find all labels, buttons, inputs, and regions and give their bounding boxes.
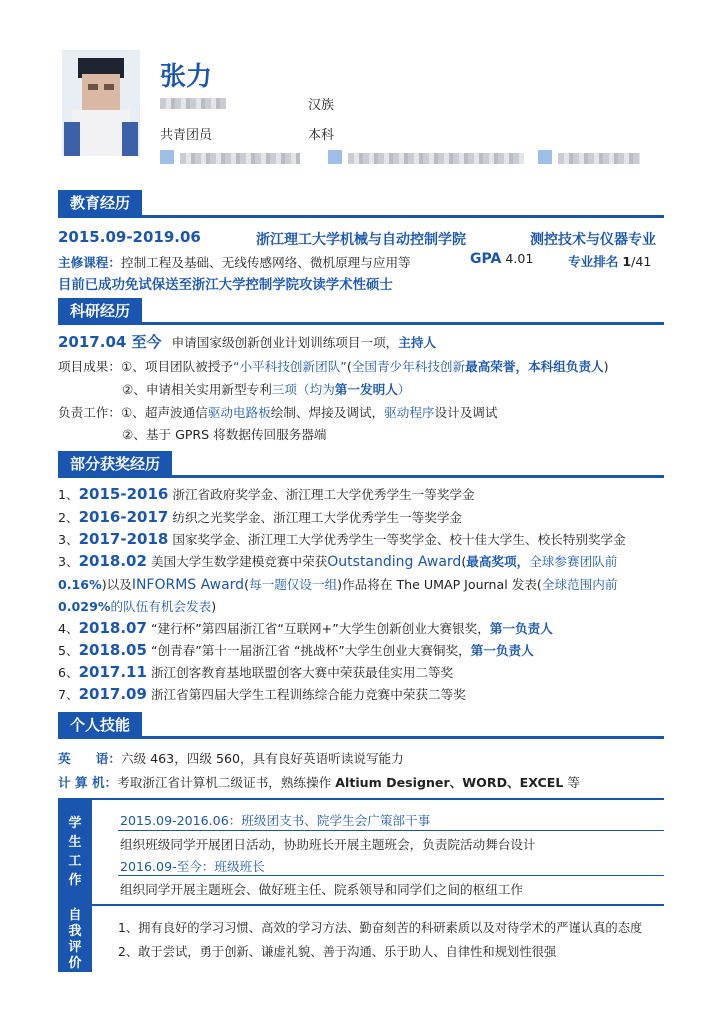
label-char: 工 bbox=[68, 854, 82, 869]
award-text: 纺织之光奖学金、浙江理工大学优秀学生一等奖学金 bbox=[172, 510, 463, 525]
text: ) bbox=[211, 599, 217, 614]
job-2-desc: 组织同学开展主题班会、做好班主任、院系领导和同学们之间的枢纽工作 bbox=[120, 882, 523, 897]
award-index: 2、 bbox=[58, 510, 79, 525]
section-education: 教育经历 bbox=[58, 190, 142, 216]
text: ( bbox=[461, 554, 467, 569]
gpa-label: GPA bbox=[470, 251, 502, 267]
divider bbox=[58, 475, 664, 478]
english-label: 英 语： bbox=[58, 751, 121, 766]
text: 最高荣誉，本科组负责人 bbox=[465, 359, 604, 374]
computer-label: 计 算 机： bbox=[58, 775, 118, 790]
award-item bbox=[58, 684, 466, 703]
divider bbox=[118, 875, 664, 876]
label-char: 生 bbox=[68, 835, 82, 850]
english-text: 六级 463，四级 560，具有良好英语听读说写能力 bbox=[120, 751, 404, 766]
section-research: 科研经历 bbox=[58, 298, 142, 324]
text: 绘制、焊接及调试， bbox=[270, 405, 385, 420]
rank-num: 1 bbox=[622, 254, 632, 269]
edu-courses bbox=[58, 252, 411, 271]
label-char: 作 bbox=[68, 873, 82, 888]
research-project: 申请国家级创新创业计划训练项目一项， bbox=[171, 335, 399, 350]
text: 设计及调试 bbox=[434, 405, 498, 420]
divider bbox=[58, 904, 664, 906]
self-eval-2: 2、敢于尝试，勇于创新、谦虚礼貌、善于沟通、乐于助人、自律性和规划性很强 bbox=[118, 945, 557, 959]
divider bbox=[118, 830, 664, 831]
text: 等 bbox=[563, 775, 580, 790]
text: 全球参赛团队前 bbox=[529, 554, 618, 569]
text: 三项（均为 bbox=[271, 382, 335, 397]
award-year: 2018.02 bbox=[78, 552, 147, 570]
research-result-1 bbox=[58, 356, 609, 375]
name: 张力 bbox=[160, 62, 213, 92]
address-icon bbox=[538, 150, 552, 164]
text: 美国大学生数学建模竞赛中荣获 bbox=[150, 554, 328, 569]
research-row bbox=[58, 331, 436, 352]
text: 驱动电路板 bbox=[207, 405, 271, 420]
award-item bbox=[58, 618, 553, 637]
award-index: 7、 bbox=[58, 687, 79, 702]
text: ） bbox=[397, 382, 411, 397]
award-index: 3、 bbox=[58, 554, 79, 569]
text: 最高奖项， bbox=[466, 554, 530, 569]
award-item bbox=[58, 484, 475, 503]
edu-gpa bbox=[470, 251, 533, 267]
award-index: 5、 bbox=[58, 643, 79, 658]
award-item-mcm-cont bbox=[58, 574, 617, 593]
redacted-email bbox=[348, 153, 524, 164]
edu-school: 浙江理工大学机械与自动控制学院 bbox=[256, 232, 466, 248]
label-char: 价 bbox=[68, 956, 82, 971]
text: 每一题仅设一组 bbox=[249, 577, 338, 592]
text: INFORMS Award bbox=[131, 577, 245, 593]
phone-icon bbox=[160, 150, 174, 164]
divider bbox=[58, 322, 664, 325]
rank-label: 专业排名 bbox=[568, 254, 619, 269]
edu-major: 测控技术与仪器专业 bbox=[530, 232, 656, 248]
skill-computer bbox=[58, 772, 580, 791]
political-status: 共青团员 bbox=[160, 128, 213, 143]
redacted-info bbox=[160, 98, 226, 109]
award-item-mcm-cont2 bbox=[58, 596, 216, 615]
award-role: 第一负责人 bbox=[489, 621, 553, 636]
text: ) bbox=[603, 359, 609, 374]
text: ( bbox=[244, 577, 249, 592]
research-duty-2: ②、基于 GPRS 将数据传回服务器端 bbox=[122, 427, 327, 442]
award-text: “建行杯”第四届浙江省“互联网+”大学生创新创业大赛银奖， bbox=[150, 621, 490, 636]
text: 0.029% bbox=[58, 599, 111, 614]
award-index: 3、 bbox=[58, 532, 79, 547]
avatar bbox=[62, 50, 140, 156]
text: 全球范围内前 bbox=[541, 577, 618, 592]
award-item bbox=[58, 507, 462, 526]
award-text: “创青春”第十一届浙江省 “挑战杯”大学生创业大赛铜奖， bbox=[150, 643, 471, 658]
award-role: 第一负责人 bbox=[470, 643, 534, 658]
award-text: 浙江创客教育基地联盟创客大赛中荣获最佳实用二等奖 bbox=[150, 665, 454, 680]
award-year: 2016-2017 bbox=[78, 508, 169, 526]
research-duty-1 bbox=[58, 402, 497, 421]
edu-note: 目前已成功免试保送至浙江大学控制学院攻读学术性硕士 bbox=[58, 278, 393, 293]
student-work-label bbox=[58, 800, 92, 904]
job-2-title: 2016.09-至今：班级班长 bbox=[120, 859, 265, 874]
award-index: 1、 bbox=[58, 487, 79, 502]
award-item-mcm bbox=[58, 551, 617, 570]
label-char: 我 bbox=[68, 924, 82, 939]
self-eval-1: 1、拥有良好的学习习惯、高效的学习方法、勤奋刻苦的科研素质以及对待学术的严谨认真的态度 bbox=[118, 921, 643, 935]
text: ( bbox=[346, 359, 352, 374]
award-index: 4、 bbox=[58, 621, 79, 636]
email-icon bbox=[328, 150, 342, 164]
award-text: 国家奖学金、浙江理工大学优秀学生一等奖学金、校十佳大学生、校长特别奖学金 bbox=[172, 532, 626, 547]
gpa-value: 4.01 bbox=[505, 251, 534, 266]
degree: 本科 bbox=[308, 128, 335, 143]
text: )以及 bbox=[101, 577, 132, 592]
award-text: 浙江省第四届大学生工程训练综合能力竞赛中荣获二等奖 bbox=[150, 687, 466, 702]
research-result-2 bbox=[122, 379, 410, 398]
text: 考取浙江省计算机二级证书，熟练操作 bbox=[117, 775, 336, 790]
ethnicity: 汉族 bbox=[308, 98, 335, 113]
award-item bbox=[58, 529, 626, 548]
job-1-desc: 组织班级同学开展团日活动，协助班长开展主题班会，负责院活动舞台设计 bbox=[120, 837, 536, 852]
text: 0.16% bbox=[58, 577, 102, 592]
section-skills: 个人技能 bbox=[58, 712, 142, 738]
divider bbox=[58, 798, 664, 800]
edu-period: 2015.09-2019.06 bbox=[58, 228, 201, 246]
award-item bbox=[58, 662, 453, 681]
award-year: 2017-2018 bbox=[78, 530, 169, 548]
label-char: 学 bbox=[68, 816, 82, 831]
text: 的队伍有机会发表 bbox=[110, 599, 212, 614]
award-year: 2015-2016 bbox=[78, 485, 169, 503]
redacted-address bbox=[558, 153, 640, 164]
award-year: 2017.11 bbox=[78, 663, 147, 681]
rank-total: /41 bbox=[631, 254, 652, 269]
divider bbox=[58, 736, 664, 739]
award-index: 6、 bbox=[58, 665, 79, 680]
courses-label: 主修课程： bbox=[58, 255, 121, 270]
duty-label: 负责工作： bbox=[58, 405, 121, 420]
text: ②、申请相关实用新型专利 bbox=[122, 382, 272, 397]
divider bbox=[58, 215, 664, 218]
text: 驱动程序 bbox=[384, 405, 435, 420]
text: “小平科技创新团队” bbox=[233, 359, 347, 374]
award-year: 2018.07 bbox=[78, 619, 147, 637]
edu-rank bbox=[568, 251, 651, 270]
text: )作品将在 The UMAP Journal 发表( bbox=[337, 577, 542, 592]
label-char: 评 bbox=[68, 940, 82, 955]
courses: 控制工程及基础、无线传感网络、微机原理与应用等 bbox=[120, 255, 411, 270]
research-role: 主持人 bbox=[398, 335, 437, 350]
job-1-title: 2015.09-2016.06：班级团支书、院学生会广策部干事 bbox=[120, 813, 431, 828]
self-eval-label bbox=[58, 906, 92, 972]
text: ①、超声波通信 bbox=[120, 405, 208, 420]
label-char: 自 bbox=[68, 908, 82, 923]
results-label: 项目成果： bbox=[58, 359, 121, 374]
text: ①、项目团队被授予 bbox=[120, 359, 234, 374]
award-year: 2017.09 bbox=[78, 685, 147, 703]
text: Altium Designer、WORD、EXCEL bbox=[335, 775, 564, 790]
text: 全国青少年科技创新 bbox=[351, 359, 466, 374]
skill-english bbox=[58, 748, 404, 767]
award-year: 2018.05 bbox=[78, 641, 147, 659]
text: 第一发明人 bbox=[334, 382, 398, 397]
redacted-phone bbox=[180, 153, 300, 164]
award-text: 浙江省政府奖学金、浙江理工大学优秀学生一等奖学金 bbox=[172, 487, 475, 502]
award-item bbox=[58, 640, 534, 659]
research-period: 2017.04 至今 bbox=[58, 333, 162, 351]
section-awards: 部分获奖经历 bbox=[58, 451, 172, 477]
edu-row bbox=[58, 228, 201, 246]
text: Outstanding Award bbox=[327, 554, 462, 570]
